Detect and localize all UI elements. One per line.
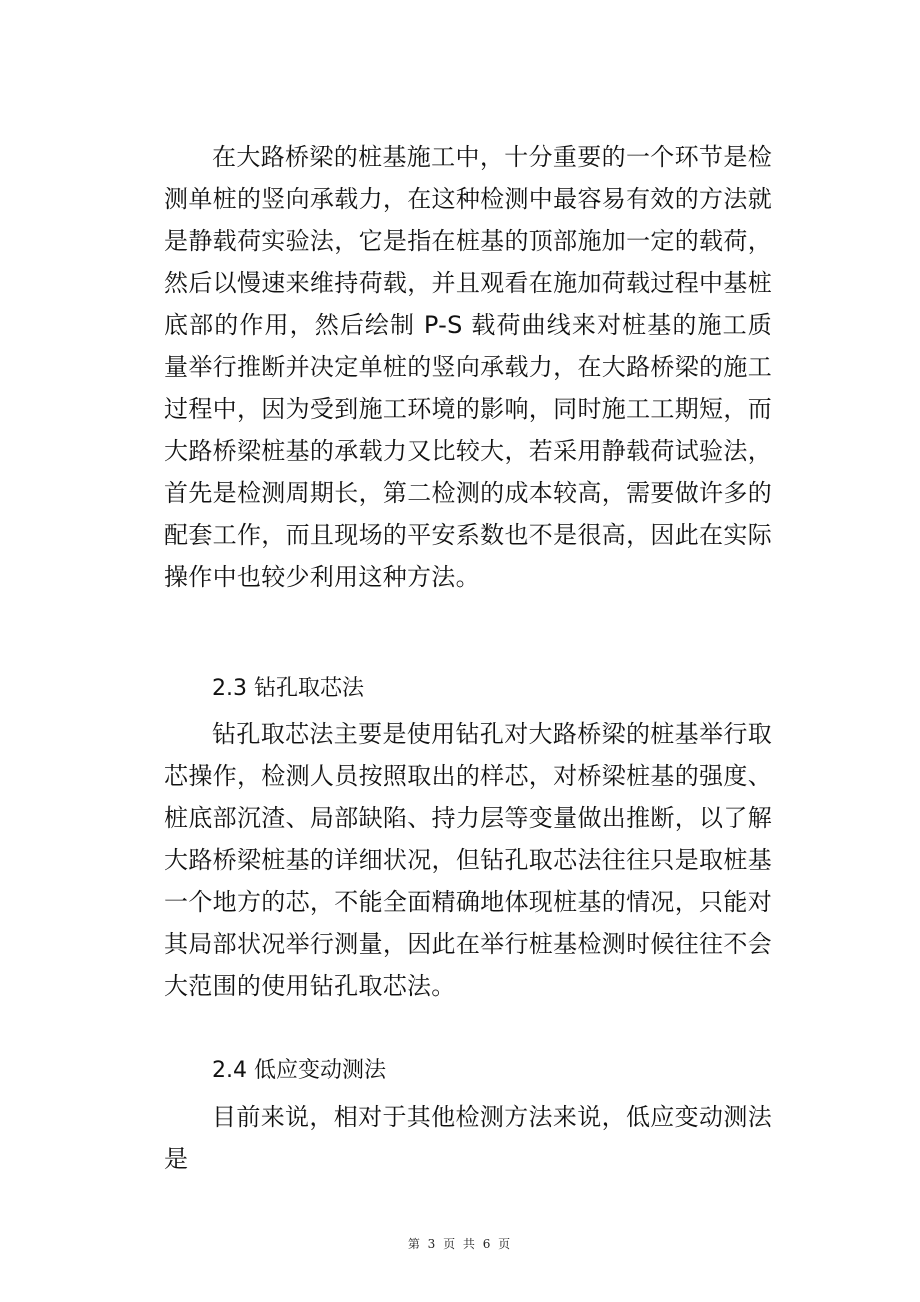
page-number-label: 第 3 页 共 6 页 bbox=[407, 1237, 513, 1251]
section-heading-2-4: 2.4 低应变动测法 bbox=[212, 1058, 386, 1083]
paragraph-static-load-test: 在大路桥梁的桩基施工中，十分重要的一个环节是检测单桩的竖向承载力，在这种检测中最容易有效的方法就是静载荷实验法，它是指在桩基的顶部施加一定的载荷，然后以慢速来维持荷载，并且观看在施加荷载过程中基桩底部的作用，然后绘制 P-S 载荷曲线来对桩基的施工质量举行推断并决定单桩的竖向承载力，在大路桥梁的施工过程中，因为受到施工环境的影响，同时施工工期短，而大路桥梁桩基的承载力又比较大，若采用静载荷试验法，首先是检测周期长，第二检测的成本较高，需要做许多的配套工作，而且现场的平安系数也不是很高，因此在实际操作中也较少利用这种方法。 bbox=[164, 143, 772, 591]
page-footer bbox=[0, 1235, 920, 1252]
paragraph-low-strain-test: 目前来说，相对于其他检测方法来说，低应变动测法是 bbox=[164, 1103, 772, 1173]
paragraph-core-drilling: 钻孔取芯法主要是使用钻孔对大路桥梁的桩基举行取芯操作，检测人员按照取出的样芯，对桥梁桩基的强度、桩底部沉渣、局部缺陷、持力层等变量做出推断，以了解大路桥梁桩基的详细状况，但钻孔取芯法往往只是取桩基一个地方的芯，不能全面精确地体现桩基的情况，只能对其局部状况举行测量，因此在举行桩基检测时候往往不会大范围的使用钻孔取芯法。 bbox=[164, 720, 772, 1000]
section-heading-2-3: 2.3 钻孔取芯法 bbox=[212, 676, 364, 701]
